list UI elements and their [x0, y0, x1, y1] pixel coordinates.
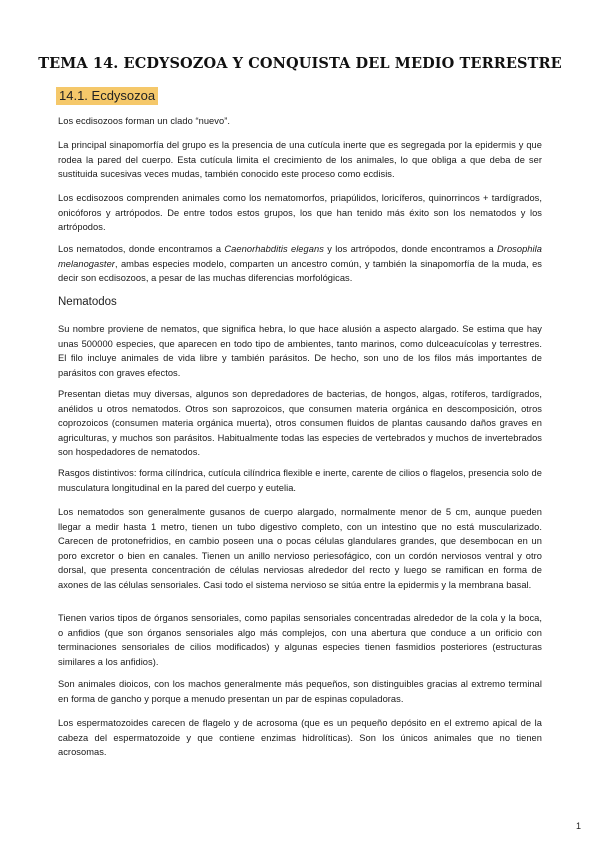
species-name-2: Drosophila melanogaster: [58, 244, 542, 269]
paragraph-dietas: Presentan dietas muy diversas, algunos son depredadores de bacterias, de hongos, algas, rotíferos, tardígrados, anélidos u otros nematodos. Otros son saprozoicos, que consumen materia orgánica en descomposición, otros coprozoicos (consumen materia orgánica muerta), otros consumen fluidos de plantas causando daños graves en agriculturas, y muchos son parásitos. Habitualmente todas las especies de vertebrados y muchos de invertebrados son hospedadores de nematodos.: [58, 389, 542, 457]
paragraph-espermatozoides: Los espermatozoides carecen de flagelo y de acrosoma (que es un pequeño depósito en el extremo apical de la cabeza del espermatozoide y que contiene enzimas hidrolíticas). Son los únicos animales que no tienen acrosomas.: [58, 718, 542, 757]
paragraph-organos-sensoriales: Tienen varios tipos de órganos sensoriales, como papilas sensoriales concentradas alrededor de la cola y la boca, o anfidios (que son órganos sensoriales algo más complejos, con una abertura que conduce a un orificio con terminaciones sensoriales de cilios modificados) y algunas especies tienen fasmidios posteriores (estructuras similares a los anfidios).: [58, 613, 542, 667]
page-number: 1: [575, 821, 581, 831]
species-text-3: , ambas especies modelo, comparten un ancestro común, y también la sinapomorfía de la muda, es decir son ecdisozoos, a pesar de las muchas diferencias morfológicas.: [58, 258, 542, 283]
paragraph-dioicos: Son animales dioicos, con los machos generalmente más pequeños, son distinguibles gracias al extremo terminal en forma de gancho y porque a menudo presentan un par de espinas copuladoras.: [58, 679, 542, 704]
subheading-nematodos: Nematodos: [58, 296, 117, 308]
species-text-1: Los nematodos, donde encontramos a: [58, 244, 225, 254]
paragraph-grupos: Los ecdisozoos comprenden animales como los nematomorfos, priapúlidos, loricíferos, quinorrincos + tardígrados, onicóforos y artrópodos. De entre todos estos grupos, los que han tenido más éxito son los nematodos y los artrópodos.: [58, 193, 542, 232]
species-text-2: y los artrópodos, donde encontramos a: [323, 244, 498, 254]
section-heading: 14.1. Ecdysozoa: [56, 87, 158, 105]
paragraph-sinapomorfia: La principal sinapomorfía del grupo es la presencia de una cutícula inerte que es segregada por la epidermis y que rodea la pared del cuerpo. Esta cutícula limita el crecimiento de los animales, lo que obliga a que deba de ser sustituida sucesivas veces mudas, también conocido este proceso como ecdisis.: [58, 140, 542, 179]
paragraph-anatomia: Los nematodos son generalmente gusanos de cuerpo alargado, normalmente menor de 5 cm, aunque pueden llegar a medir hasta 1 metro, tienen un tubo digestivo completo, con un intestino que no está muscularizado. Carecen de protonefridios, en cambio poseen una o pocas células glandulares grandes, que desembocan en un poro excretor o bien en canales. Tienen un anillo nervioso periesofágico, con un cordón nerviosos ventral y otro dorsal, que presenta concentración de células nerviosas alrededor del recto y luego se ramifican en forma de axones de las células sensoriales. Casi todo el sistema nervioso se sitúa entre la epidermis y la membrana basal.: [58, 507, 542, 590]
paragraph-rasgos: Rasgos distintivos: forma cilíndrica, cutícula cilíndrica flexible e inerte, carente de cilios o flagelos, presencia solo de musculatura longitudinal en la pared del cuerpo y eutelia.: [58, 468, 542, 493]
paragraph-nombre: Su nombre proviene de nematos, que significa hebra, lo que hace alusión a aspecto alargado. Se estima que hay unas 500000 especies, que aparecen en todo tipo de ambientes, tanto marinos, como dulceacuícolas y terrestres. El filo incluye animales de vida libre y también parásitos. De hecho, son uno de los filos más importantes de parásitos con graves efectos.: [58, 324, 542, 378]
species-name-1: Caenorhabditis elegans: [224, 244, 324, 254]
paragraph-intro: Los ecdisozoos forman un clado “nuevo”.: [58, 116, 230, 126]
document-title: TEMA 14. ECDYSOZOA Y CONQUISTA DEL MEDIO TERRESTRE: [38, 55, 562, 72]
paragraph-especies-modelo: [58, 242, 542, 286]
